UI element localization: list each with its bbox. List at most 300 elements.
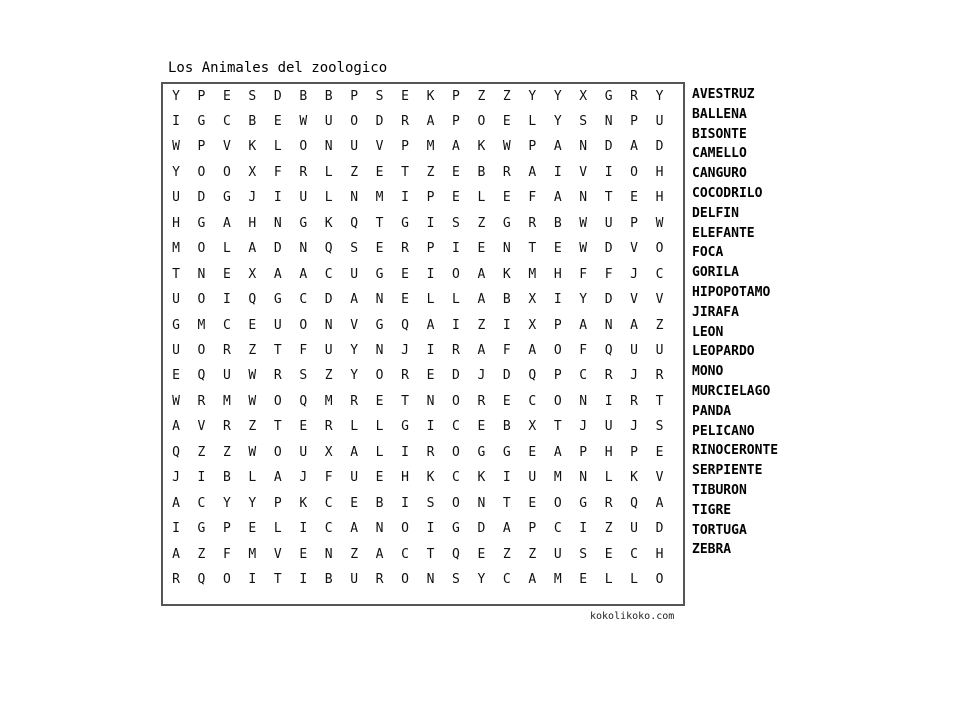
grid-letter[interactable]: E bbox=[604, 546, 613, 562]
grid-letter[interactable]: A bbox=[273, 470, 282, 486]
grid-letter[interactable]: A bbox=[630, 139, 638, 155]
grid-letter[interactable]: E bbox=[477, 546, 486, 562]
grid-letter[interactable]: Y bbox=[553, 113, 562, 129]
grid-letter[interactable]: Q bbox=[299, 393, 308, 409]
grid-letter[interactable]: O bbox=[299, 317, 308, 333]
grid-letter[interactable]: P bbox=[452, 88, 460, 104]
grid-letter[interactable]: Z bbox=[477, 88, 486, 104]
grid-letter[interactable]: A bbox=[528, 164, 537, 180]
grid-letter[interactable]: V bbox=[350, 317, 359, 333]
grid-letter[interactable]: G bbox=[197, 113, 206, 129]
grid-letter[interactable]: R bbox=[401, 241, 409, 257]
grid-letter[interactable]: I bbox=[502, 470, 511, 486]
grid-letter[interactable]: R bbox=[299, 164, 308, 180]
grid-letter[interactable]: G bbox=[375, 266, 384, 282]
grid-letter[interactable]: M bbox=[553, 572, 562, 588]
grid-letter[interactable]: F bbox=[579, 343, 588, 358]
grid-letter[interactable]: Y bbox=[553, 88, 562, 104]
grid-letter[interactable]: R bbox=[604, 495, 613, 511]
grid-letter[interactable]: T bbox=[273, 343, 282, 358]
grid-letter[interactable]: W bbox=[172, 393, 180, 409]
grid-letter[interactable]: S bbox=[579, 546, 588, 562]
grid-letter[interactable]: Q bbox=[350, 215, 359, 231]
grid-letter[interactable]: I bbox=[248, 572, 257, 588]
grid-letter[interactable]: T bbox=[528, 241, 537, 257]
grid-letter[interactable]: N bbox=[579, 139, 588, 155]
grid-letter[interactable]: O bbox=[273, 393, 282, 409]
grid-letter[interactable]: V bbox=[655, 292, 664, 308]
grid-letter[interactable]: P bbox=[630, 113, 638, 129]
grid-letter[interactable]: K bbox=[426, 88, 435, 104]
grid-letter[interactable]: M bbox=[375, 190, 384, 206]
grid-letter[interactable]: Y bbox=[350, 368, 359, 384]
grid-letter[interactable]: E bbox=[222, 88, 231, 104]
grid-letter[interactable]: N bbox=[350, 190, 359, 206]
grid-letter[interactable]: W bbox=[655, 215, 664, 231]
grid-letter[interactable]: W bbox=[502, 139, 511, 155]
grid-letter[interactable]: B bbox=[324, 572, 333, 588]
grid-letter[interactable]: R bbox=[197, 393, 206, 409]
grid-letter[interactable]: O bbox=[655, 572, 664, 588]
grid-letter[interactable]: D bbox=[604, 241, 613, 257]
grid-letter[interactable]: R bbox=[401, 113, 409, 129]
grid-letter[interactable]: Z bbox=[197, 546, 206, 562]
grid-letter[interactable]: Z bbox=[477, 215, 486, 231]
grid-letter[interactable]: E bbox=[248, 521, 257, 537]
grid-letter[interactable]: Y bbox=[350, 343, 359, 358]
grid-letter[interactable]: M bbox=[324, 393, 333, 409]
grid-letter[interactable]: L bbox=[273, 139, 282, 155]
grid-letter[interactable]: X bbox=[248, 164, 257, 180]
grid-letter[interactable]: O bbox=[222, 164, 231, 180]
grid-letter[interactable]: W bbox=[172, 139, 180, 155]
grid-letter[interactable]: A bbox=[222, 215, 231, 231]
grid-letter[interactable]: C bbox=[222, 113, 231, 129]
grid-letter[interactable]: L bbox=[324, 164, 333, 180]
grid-letter[interactable]: O bbox=[350, 113, 359, 129]
grid-letter[interactable]: P bbox=[426, 190, 435, 206]
grid-letter[interactable]: A bbox=[630, 317, 638, 333]
grid-letter[interactable]: M bbox=[222, 393, 231, 409]
grid-letter[interactable]: Z bbox=[477, 317, 486, 333]
grid-letter[interactable]: U bbox=[273, 317, 282, 333]
grid-letter[interactable]: I bbox=[197, 470, 206, 486]
grid-letter[interactable]: O bbox=[197, 164, 206, 180]
grid-letter[interactable]: E bbox=[299, 546, 308, 562]
grid-letter[interactable]: G bbox=[477, 444, 486, 460]
grid-letter[interactable]: C bbox=[401, 546, 409, 562]
grid-letter[interactable]: C bbox=[579, 368, 588, 384]
grid-letter[interactable]: Q bbox=[197, 572, 206, 588]
grid-letter[interactable]: A bbox=[502, 521, 511, 537]
grid-letter[interactable]: D bbox=[502, 368, 511, 384]
grid-letter[interactable]: T bbox=[401, 393, 409, 409]
grid-letter[interactable]: E bbox=[579, 572, 588, 588]
grid-letter[interactable]: V bbox=[273, 546, 282, 562]
grid-letter[interactable]: Z bbox=[426, 164, 435, 180]
grid-letter[interactable]: E bbox=[655, 444, 664, 460]
grid-letter[interactable]: F bbox=[299, 343, 308, 358]
grid-letter[interactable]: N bbox=[477, 495, 486, 511]
grid-letter[interactable]: E bbox=[528, 495, 537, 511]
grid-letter[interactable]: U bbox=[172, 343, 180, 358]
grid-letter[interactable]: O bbox=[655, 241, 664, 257]
grid-letter[interactable]: B bbox=[248, 113, 257, 129]
grid-letter[interactable]: I bbox=[426, 343, 435, 358]
grid-letter[interactable]: H bbox=[604, 444, 613, 460]
grid-letter[interactable]: P bbox=[350, 88, 359, 104]
grid-letter[interactable]: E bbox=[502, 113, 511, 129]
grid-letter[interactable]: Q bbox=[172, 444, 180, 460]
grid-letter[interactable]: E bbox=[426, 368, 435, 384]
grid-letter[interactable]: Z bbox=[502, 546, 511, 562]
grid-letter[interactable]: A bbox=[553, 139, 562, 155]
grid-letter[interactable]: F bbox=[324, 470, 333, 486]
grid-letter[interactable]: T bbox=[401, 164, 409, 180]
grid-letter[interactable]: P bbox=[426, 241, 435, 257]
grid-letter[interactable]: K bbox=[477, 139, 486, 155]
grid-letter[interactable]: T bbox=[604, 190, 613, 206]
grid-letter[interactable]: E bbox=[375, 470, 384, 486]
grid-letter[interactable]: C bbox=[655, 266, 664, 282]
grid-letter[interactable]: A bbox=[477, 292, 486, 308]
grid-letter[interactable]: Z bbox=[248, 419, 257, 435]
grid-letter[interactable]: G bbox=[197, 215, 206, 231]
grid-letter[interactable]: E bbox=[477, 419, 486, 435]
grid-letter[interactable]: V bbox=[630, 292, 638, 308]
grid-letter[interactable]: I bbox=[401, 190, 409, 206]
grid-letter[interactable]: B bbox=[477, 164, 486, 180]
grid-letter[interactable]: K bbox=[426, 470, 435, 486]
grid-letter[interactable]: I bbox=[172, 113, 180, 129]
grid-letter[interactable]: R bbox=[273, 368, 282, 384]
grid-letter[interactable]: U bbox=[604, 419, 613, 435]
grid-letter[interactable]: O bbox=[477, 113, 486, 129]
grid-letter[interactable]: U bbox=[299, 444, 308, 460]
grid-letter[interactable]: I bbox=[426, 521, 435, 537]
grid-letter[interactable]: B bbox=[324, 88, 333, 104]
grid-letter[interactable]: D bbox=[604, 292, 613, 308]
grid-letter[interactable]: I bbox=[401, 495, 409, 511]
grid-letter[interactable]: P bbox=[401, 139, 409, 155]
grid-letter[interactable]: G bbox=[375, 317, 384, 333]
grid-letter[interactable]: F bbox=[273, 164, 282, 180]
grid-letter[interactable]: B bbox=[299, 88, 308, 104]
grid-letter[interactable]: O bbox=[375, 368, 384, 384]
grid-letter[interactable]: L bbox=[604, 470, 613, 486]
grid-letter[interactable]: Z bbox=[248, 343, 257, 358]
grid-letter[interactable]: P bbox=[528, 521, 537, 537]
grid-letter[interactable]: A bbox=[553, 444, 562, 460]
grid-letter[interactable]: I bbox=[553, 292, 562, 308]
grid-letter[interactable]: S bbox=[248, 88, 257, 104]
grid-letter[interactable]: J bbox=[477, 368, 486, 384]
grid-letter[interactable]: A bbox=[350, 444, 359, 460]
grid-letter[interactable]: V bbox=[222, 139, 231, 155]
grid-letter[interactable]: U bbox=[350, 572, 359, 588]
grid-letter[interactable]: E bbox=[528, 444, 537, 460]
grid-letter[interactable]: E bbox=[452, 164, 460, 180]
grid-letter[interactable]: A bbox=[426, 113, 435, 129]
grid-letter[interactable]: E bbox=[401, 88, 409, 104]
grid-letter[interactable]: B bbox=[502, 419, 511, 435]
grid-letter[interactable]: L bbox=[477, 190, 486, 206]
grid-letter[interactable]: L bbox=[273, 521, 282, 537]
grid-letter[interactable]: Q bbox=[324, 241, 333, 257]
grid-letter[interactable]: P bbox=[273, 495, 282, 511]
grid-letter[interactable]: N bbox=[579, 470, 588, 486]
grid-letter[interactable]: Z bbox=[324, 368, 333, 384]
grid-letter[interactable]: C bbox=[222, 317, 231, 333]
grid-letter[interactable]: E bbox=[350, 495, 359, 511]
grid-letter[interactable]: C bbox=[324, 495, 333, 511]
grid-letter[interactable]: A bbox=[426, 317, 435, 333]
grid-letter[interactable]: Z bbox=[197, 444, 206, 460]
grid-letter[interactable]: J bbox=[630, 266, 638, 282]
grid-letter[interactable]: J bbox=[630, 419, 638, 435]
grid-letter[interactable]: I bbox=[604, 164, 613, 180]
grid-letter[interactable]: Y bbox=[172, 164, 180, 180]
grid-letter[interactable]: G bbox=[172, 317, 180, 333]
grid-letter[interactable]: R bbox=[604, 368, 613, 384]
grid-letter[interactable]: O bbox=[630, 164, 638, 180]
grid-letter[interactable]: P bbox=[630, 444, 638, 460]
grid-letter[interactable]: G bbox=[502, 444, 511, 460]
grid-letter[interactable]: O bbox=[197, 343, 206, 358]
grid-letter[interactable]: U bbox=[299, 190, 308, 206]
grid-letter[interactable]: D bbox=[324, 292, 333, 308]
grid-letter[interactable]: O bbox=[452, 266, 460, 282]
grid-letter[interactable]: U bbox=[350, 266, 359, 282]
grid-letter[interactable]: Q bbox=[452, 546, 460, 562]
grid-letter[interactable]: R bbox=[528, 215, 537, 231]
grid-letter[interactable]: U bbox=[172, 292, 180, 308]
grid-letter[interactable]: Q bbox=[197, 368, 206, 384]
grid-letter[interactable]: H bbox=[655, 546, 664, 562]
grid-letter[interactable]: S bbox=[579, 113, 588, 129]
grid-letter[interactable]: R bbox=[426, 444, 435, 460]
grid-letter[interactable]: E bbox=[375, 164, 384, 180]
grid-letter[interactable]: T bbox=[375, 215, 384, 231]
grid-letter[interactable]: E bbox=[222, 266, 231, 282]
grid-letter[interactable]: X bbox=[324, 444, 333, 460]
grid-letter[interactable]: M bbox=[197, 317, 206, 333]
grid-letter[interactable]: R bbox=[477, 393, 486, 409]
grid-letter[interactable]: Y bbox=[579, 292, 588, 308]
grid-letter[interactable]: M bbox=[426, 139, 435, 155]
grid-letter[interactable]: P bbox=[553, 317, 562, 333]
grid-letter[interactable]: I bbox=[553, 164, 562, 180]
grid-letter[interactable]: Y bbox=[248, 495, 257, 511]
grid-letter[interactable]: D bbox=[655, 521, 664, 537]
grid-letter[interactable]: W bbox=[248, 368, 257, 384]
grid-letter[interactable]: M bbox=[528, 266, 537, 282]
grid-letter[interactable]: V bbox=[579, 164, 588, 180]
grid-letter[interactable]: U bbox=[324, 343, 333, 358]
grid-letter[interactable]: A bbox=[452, 139, 460, 155]
grid-letter[interactable]: U bbox=[630, 343, 638, 358]
grid-letter[interactable]: P bbox=[579, 444, 588, 460]
grid-letter[interactable]: L bbox=[222, 241, 231, 257]
grid-letter[interactable]: E bbox=[502, 190, 511, 206]
grid-letter[interactable]: N bbox=[324, 139, 333, 155]
grid-letter[interactable]: V bbox=[197, 419, 206, 435]
grid-letter[interactable]: J bbox=[401, 343, 409, 358]
grid-letter[interactable]: A bbox=[172, 546, 180, 562]
grid-letter[interactable]: G bbox=[579, 495, 588, 511]
grid-letter[interactable]: O bbox=[197, 241, 206, 257]
grid-letter[interactable]: U bbox=[350, 139, 359, 155]
grid-letter[interactable]: L bbox=[630, 572, 638, 588]
grid-letter[interactable]: N bbox=[502, 241, 511, 257]
grid-letter[interactable]: G bbox=[604, 88, 613, 104]
grid-letter[interactable]: U bbox=[324, 113, 333, 129]
grid-letter[interactable]: L bbox=[375, 419, 384, 435]
grid-letter[interactable]: U bbox=[604, 215, 613, 231]
grid-letter[interactable]: G bbox=[299, 215, 308, 231]
grid-letter[interactable]: C bbox=[502, 572, 511, 588]
grid-letter[interactable]: G bbox=[452, 521, 460, 537]
grid-letter[interactable]: R bbox=[172, 572, 180, 588]
grid-letter[interactable]: U bbox=[528, 470, 537, 486]
grid-letter[interactable]: I bbox=[452, 241, 460, 257]
grid-letter[interactable]: D bbox=[197, 190, 206, 206]
grid-letter[interactable]: A bbox=[477, 343, 486, 358]
grid-letter[interactable]: C bbox=[452, 419, 460, 435]
grid-letter[interactable]: R bbox=[630, 393, 638, 409]
grid-letter[interactable]: P bbox=[553, 368, 562, 384]
grid-letter[interactable]: E bbox=[375, 393, 384, 409]
grid-letter[interactable]: F bbox=[502, 343, 511, 358]
grid-letter[interactable]: G bbox=[273, 292, 282, 308]
grid-letter[interactable]: E bbox=[502, 393, 511, 409]
grid-letter[interactable]: F bbox=[579, 266, 588, 282]
grid-letter[interactable]: Q bbox=[401, 317, 409, 333]
grid-letter[interactable]: Q bbox=[630, 495, 638, 511]
grid-letter[interactable]: Z bbox=[604, 521, 613, 537]
grid-letter[interactable]: L bbox=[452, 292, 460, 308]
grid-letter[interactable]: I bbox=[426, 215, 435, 231]
grid-letter[interactable]: T bbox=[273, 572, 282, 588]
grid-letter[interactable]: P bbox=[222, 521, 231, 537]
grid-letter[interactable]: D bbox=[273, 241, 282, 257]
grid-letter[interactable]: X bbox=[528, 419, 537, 435]
grid-letter[interactable]: Q bbox=[528, 368, 537, 384]
grid-letter[interactable]: O bbox=[299, 139, 308, 155]
grid-letter[interactable]: R bbox=[324, 419, 333, 435]
grid-letter[interactable]: I bbox=[579, 521, 588, 537]
grid-letter[interactable]: I bbox=[401, 444, 409, 460]
grid-letter[interactable]: N bbox=[273, 215, 282, 231]
grid-letter[interactable]: A bbox=[553, 190, 562, 206]
grid-letter[interactable]: A bbox=[248, 241, 257, 257]
grid-letter[interactable]: C bbox=[324, 521, 333, 537]
grid-letter[interactable]: Y bbox=[172, 88, 180, 104]
grid-letter[interactable]: K bbox=[299, 495, 308, 511]
grid-letter[interactable]: A bbox=[375, 546, 384, 562]
grid-letter[interactable]: Z bbox=[222, 444, 231, 460]
grid-letter[interactable]: D bbox=[655, 139, 664, 155]
grid-letter[interactable]: C bbox=[324, 266, 333, 282]
grid-letter[interactable]: P bbox=[630, 215, 638, 231]
grid-letter[interactable]: M bbox=[248, 546, 257, 562]
grid-letter[interactable]: R bbox=[452, 343, 460, 358]
grid-letter[interactable]: P bbox=[452, 113, 460, 129]
grid-letter[interactable]: I bbox=[502, 317, 511, 333]
grid-letter[interactable]: Y bbox=[477, 572, 486, 588]
grid-letter[interactable]: N bbox=[324, 317, 333, 333]
grid-letter[interactable]: H bbox=[401, 470, 409, 486]
grid-letter[interactable]: N bbox=[375, 521, 384, 537]
grid-letter[interactable]: G bbox=[222, 190, 231, 206]
grid-letter[interactable]: S bbox=[375, 88, 384, 104]
grid-letter[interactable]: P bbox=[197, 139, 206, 155]
grid-letter[interactable]: C bbox=[299, 292, 308, 308]
grid-letter[interactable]: G bbox=[401, 215, 409, 231]
grid-letter[interactable]: Z bbox=[350, 164, 359, 180]
grid-letter[interactable]: K bbox=[477, 470, 486, 486]
grid-letter[interactable]: I bbox=[299, 521, 308, 537]
grid-letter[interactable]: N bbox=[375, 343, 384, 358]
grid-letter[interactable]: T bbox=[553, 419, 562, 435]
grid-letter[interactable]: N bbox=[299, 241, 308, 257]
grid-letter[interactable]: O bbox=[553, 343, 562, 358]
grid-letter[interactable]: E bbox=[248, 317, 257, 333]
grid-letter[interactable]: T bbox=[172, 266, 180, 282]
grid-letter[interactable]: J bbox=[172, 470, 180, 486]
grid-letter[interactable]: U bbox=[630, 521, 638, 537]
grid-letter[interactable]: U bbox=[350, 470, 359, 486]
grid-letter[interactable]: N bbox=[579, 393, 588, 409]
grid-letter[interactable]: L bbox=[426, 292, 435, 308]
grid-letter[interactable]: O bbox=[273, 444, 282, 460]
grid-letter[interactable]: Z bbox=[655, 317, 664, 333]
grid-letter[interactable]: D bbox=[273, 88, 282, 104]
grid-letter[interactable]: H bbox=[553, 266, 562, 282]
grid-letter[interactable]: I bbox=[299, 572, 308, 588]
grid-letter[interactable]: V bbox=[655, 470, 664, 486]
grid-letter[interactable]: T bbox=[273, 419, 282, 435]
grid-letter[interactable]: S bbox=[299, 368, 308, 384]
grid-letter[interactable]: I bbox=[172, 521, 180, 537]
grid-letter[interactable]: I bbox=[452, 317, 460, 333]
grid-letter[interactable]: N bbox=[375, 292, 384, 308]
grid-letter[interactable]: X bbox=[248, 266, 257, 282]
grid-letter[interactable]: L bbox=[248, 470, 257, 486]
grid-letter[interactable]: W bbox=[579, 241, 588, 257]
grid-letter[interactable]: V bbox=[630, 241, 638, 257]
grid-letter[interactable]: O bbox=[553, 495, 562, 511]
grid-letter[interactable]: U bbox=[222, 368, 231, 384]
grid-letter[interactable]: Q bbox=[604, 343, 613, 358]
grid-letter[interactable]: J bbox=[579, 419, 588, 435]
grid-letter[interactable]: R bbox=[401, 368, 409, 384]
grid-letter[interactable]: H bbox=[655, 164, 664, 180]
grid-letter[interactable]: A bbox=[273, 266, 282, 282]
grid-letter[interactable]: H bbox=[248, 215, 257, 231]
grid-letter[interactable]: O bbox=[452, 393, 460, 409]
grid-letter[interactable]: I bbox=[426, 419, 435, 435]
grid-letter[interactable]: K bbox=[630, 470, 638, 486]
grid-letter[interactable]: D bbox=[604, 139, 613, 155]
grid-letter[interactable]: B bbox=[222, 470, 231, 486]
grid-letter[interactable]: E bbox=[477, 241, 486, 257]
grid-letter[interactable]: J bbox=[299, 470, 308, 486]
grid-letter[interactable]: S bbox=[426, 495, 435, 511]
grid-letter[interactable]: N bbox=[604, 317, 613, 333]
grid-letter[interactable]: U bbox=[172, 190, 180, 206]
grid-letter[interactable]: A bbox=[350, 292, 359, 308]
